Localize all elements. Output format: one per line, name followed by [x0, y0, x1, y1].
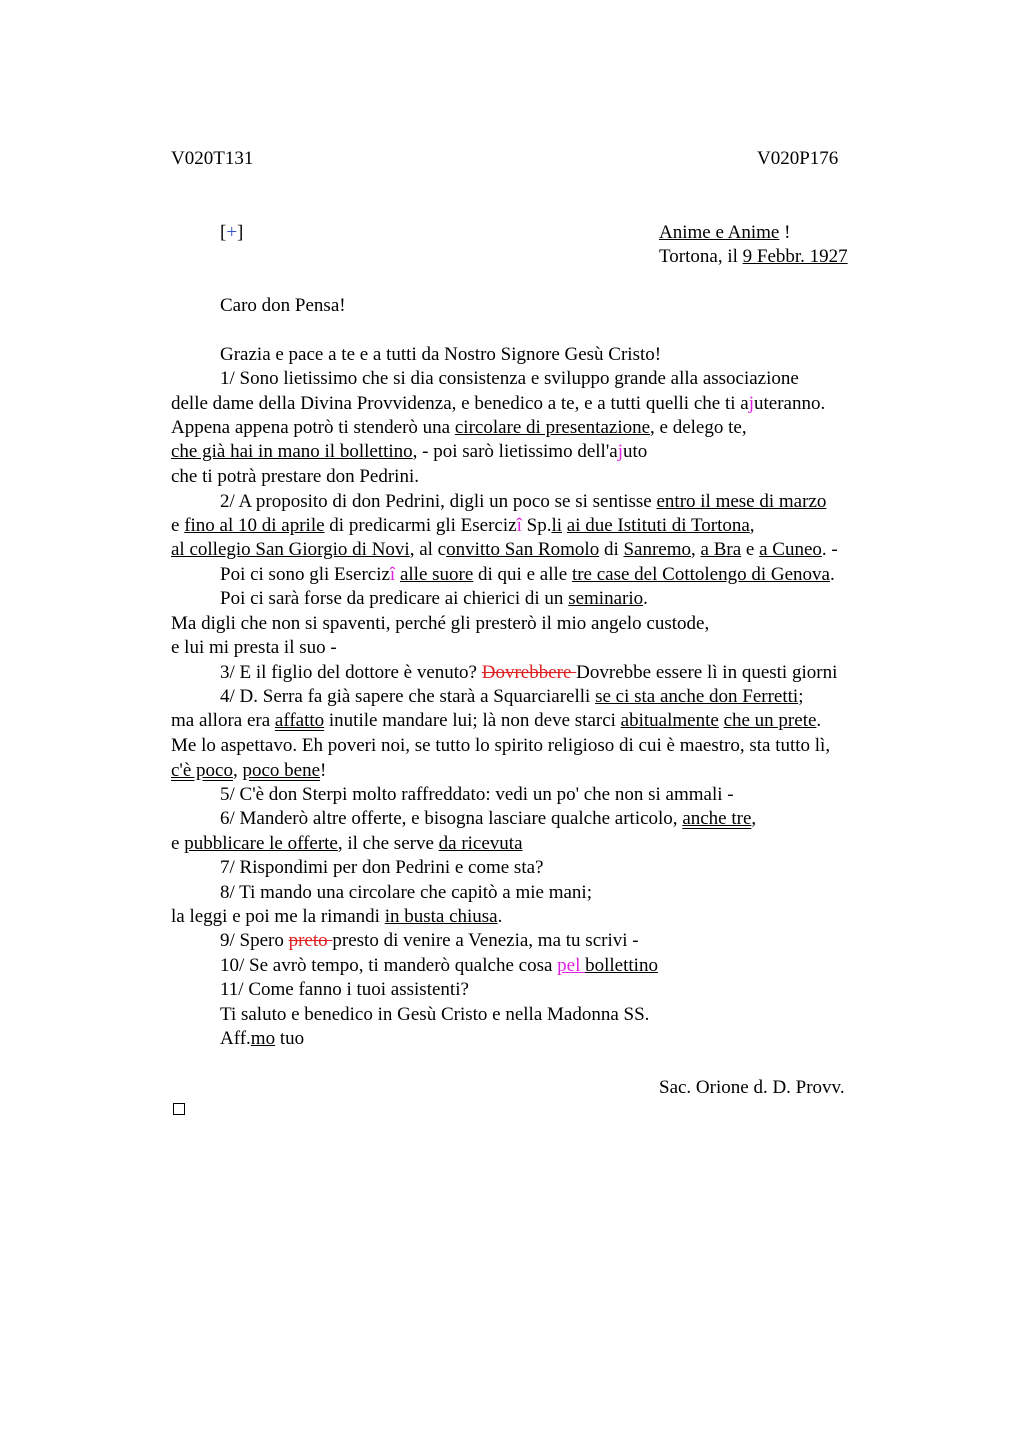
- underlined-text: entro il mese di marzo: [656, 491, 827, 512]
- body-line: Me lo aspettavo. Eh poveri noi, se tutto lo spirito religioso di cui è maestro, sta tutto lì,: [171, 735, 831, 756]
- body-line: [171, 539, 838, 561]
- salutation: Caro don Pensa!: [220, 295, 346, 316]
- letter-place-date: [659, 246, 848, 268]
- editor-insert: î: [516, 515, 522, 536]
- text-run: ma allora era: [171, 710, 275, 731]
- body-line: [220, 491, 826, 513]
- text-run: la leggi e poi me la rimandi: [171, 906, 385, 927]
- body-line: [171, 441, 647, 463]
- body-line: [220, 564, 835, 586]
- underlined-text: se ci sta anche don Ferretti: [595, 686, 799, 707]
- body-line: 1/ Sono lietissimo che si dia consistenza e sviluppo grande alla associazione: [220, 368, 799, 389]
- text-run: tuo: [275, 1028, 305, 1049]
- text-run: 4/ D. Serra fa già sapere che starà a Squarciarelli: [220, 686, 596, 707]
- text-run: ;: [798, 686, 804, 707]
- body-line: [220, 588, 648, 610]
- underlined-text: al collegio San Giorgio di Novi: [171, 539, 410, 560]
- page-code-right: V020P176: [757, 148, 839, 169]
- editor-insert: î: [389, 564, 396, 585]
- underlined-text: in busta chiusa: [384, 906, 498, 927]
- text-run: .: [643, 588, 648, 609]
- underlined-text: ai due Istituti di Tortona: [566, 515, 750, 536]
- body-line: [220, 955, 658, 977]
- checkbox[interactable]: [173, 1103, 185, 1115]
- text-run: , il che serve: [337, 833, 439, 854]
- text-run: .: [816, 710, 822, 731]
- body-line: 11/ Come fanno i tuoi assistenti?: [220, 979, 469, 1000]
- underlined-text: che un prete: [723, 710, 817, 731]
- date-text: 9 Febbr. 1927: [742, 246, 848, 267]
- underlined-text: seminario: [568, 588, 644, 609]
- body-line: [171, 710, 821, 732]
- text-run: e: [171, 833, 185, 854]
- text-run: Aff.: [220, 1028, 251, 1049]
- body-line: [171, 833, 523, 855]
- text-run: .: [829, 564, 835, 585]
- body-line: che ti potrà prestare don Pedrini.: [171, 466, 419, 487]
- text-run: . -: [821, 539, 838, 560]
- text-run: 10/ Se avrò tempo, ti manderò qualche cosa: [220, 955, 558, 976]
- double-underlined-text: poco bene: [242, 760, 321, 781]
- body-line: [220, 686, 803, 708]
- body-line: 5/ C'è don Sterpi molto raffreddato: vedi un po' che non si ammali -: [220, 784, 734, 805]
- underlined-text: mo: [250, 1028, 276, 1049]
- underlined-text: da ricevuta: [438, 833, 523, 854]
- document-code-left: V020T131: [171, 148, 254, 169]
- body-line: [220, 662, 837, 684]
- body-line: [171, 393, 825, 415]
- text-run: ,: [751, 808, 757, 829]
- motto-exclamation: !: [779, 222, 791, 243]
- text-run: uto: [622, 441, 648, 462]
- signature: Sac. Orione d. D. Provv.: [659, 1077, 845, 1098]
- body-line: [171, 515, 755, 537]
- underlined-text: a Bra: [700, 539, 742, 560]
- text-run: e: [741, 539, 760, 560]
- text-run: Appena appena potrò ti stenderò una: [171, 417, 455, 438]
- text-run: .: [497, 906, 503, 927]
- text-run: uteranno.: [753, 393, 826, 414]
- underlined-text: pubblicare le offerte: [184, 833, 338, 854]
- double-underlined-text: c'è poco: [171, 760, 233, 781]
- body-line: Ti saluto e benedico in Gesù Cristo e nella Madonna SS.: [220, 1004, 650, 1025]
- underlined-text: li: [551, 515, 563, 536]
- text-run: , - poi sarò lietissimo dell'a: [412, 441, 618, 462]
- body-line: [171, 417, 747, 439]
- place-text: Tortona, il: [659, 246, 743, 267]
- editor-insert: j: [617, 441, 623, 462]
- letter-motto: [659, 222, 790, 244]
- double-underlined-text: affatto: [274, 710, 325, 731]
- text-run: presto di venire a Venezia, ma tu scrivi -: [332, 930, 639, 951]
- text-run: inutile mandare lui; là non deve starci: [324, 710, 621, 731]
- deleted-text: preto: [288, 930, 333, 951]
- underlined-text: a Cuneo: [759, 539, 822, 560]
- text-run: Dovrebbe essere lì in questi giorni: [576, 662, 838, 683]
- body-line: [171, 906, 502, 928]
- text-run: e: [171, 515, 185, 536]
- plus-icon[interactable]: +: [226, 222, 238, 243]
- underlined-text: che già hai in mano il bollettino: [171, 441, 413, 462]
- body-line: Grazia e pace a te e a tutti da Nostro Signore Gesù Cristo!: [220, 344, 662, 365]
- underlined-text: alle suore: [399, 564, 474, 585]
- text-run: Sp.: [521, 515, 552, 536]
- underlined-text: Sanremo: [623, 539, 692, 560]
- text-run: ,: [749, 515, 755, 536]
- underlined-text: tre case del Cottolengo di Genova: [571, 564, 830, 585]
- underlined-text: bollettino: [585, 955, 658, 976]
- editor-insert: pel: [557, 955, 586, 976]
- text-run: ,: [232, 760, 243, 781]
- body-line: [171, 760, 326, 782]
- body-line: 7/ Rispondimi per don Pedrini e come sta?: [220, 857, 544, 878]
- text-run: 9/ Spero: [220, 930, 289, 951]
- text-run: di: [599, 539, 624, 560]
- text-run: Poi ci sarà forse da predicare ai chierici di un: [220, 588, 569, 609]
- text-run: !: [320, 760, 327, 781]
- expand-marker[interactable]: [220, 222, 243, 244]
- deleted-text: Dovrebbere: [481, 662, 577, 683]
- text-run: , al c: [409, 539, 447, 560]
- body-line: Ma digli che non si spaventi, perché gli presterò il mio angelo custode,: [171, 613, 710, 634]
- underlined-text: circolare di presentazione: [454, 417, 651, 438]
- body-line: [220, 930, 639, 952]
- underlined-text: fino al 10 di aprile: [184, 515, 325, 536]
- text-run: delle dame della Divina Provvidenza, e benedico a te, e a tutti quelli che ti a: [171, 393, 749, 414]
- text-run: 2/ A proposito di don Pedrini, digli un poco se si sentisse: [220, 491, 657, 512]
- underlined-text: onvitto San Romolo: [446, 539, 600, 560]
- motto-text: Anime e Anime: [659, 222, 780, 243]
- double-underlined-text: anche tre: [682, 808, 752, 829]
- bracket-close: ]: [237, 222, 244, 243]
- text-run: , e delego te,: [650, 417, 747, 438]
- underlined-text: abitualmente: [620, 710, 719, 731]
- text-run: ,: [691, 539, 701, 560]
- editor-insert: j: [748, 393, 754, 414]
- body-line: 8/ Ti mando una circolare che capitò a mie mani;: [220, 882, 592, 903]
- body-line: [220, 808, 756, 830]
- text-run: Poi ci sono gli Eserciz: [220, 564, 390, 585]
- text-run: 3/ E il figlio del dottore è venuto?: [220, 662, 482, 683]
- text-run: di predicarmi gli Eserciz: [324, 515, 517, 536]
- text-run: di qui e alle: [473, 564, 572, 585]
- body-line: e lui mi presta il suo -: [171, 637, 337, 658]
- closing: [220, 1028, 304, 1050]
- text-run: 6/ Manderò altre offerte, e bisogna lasciare qualche articolo,: [220, 808, 683, 829]
- bracket-open: [: [220, 222, 227, 243]
